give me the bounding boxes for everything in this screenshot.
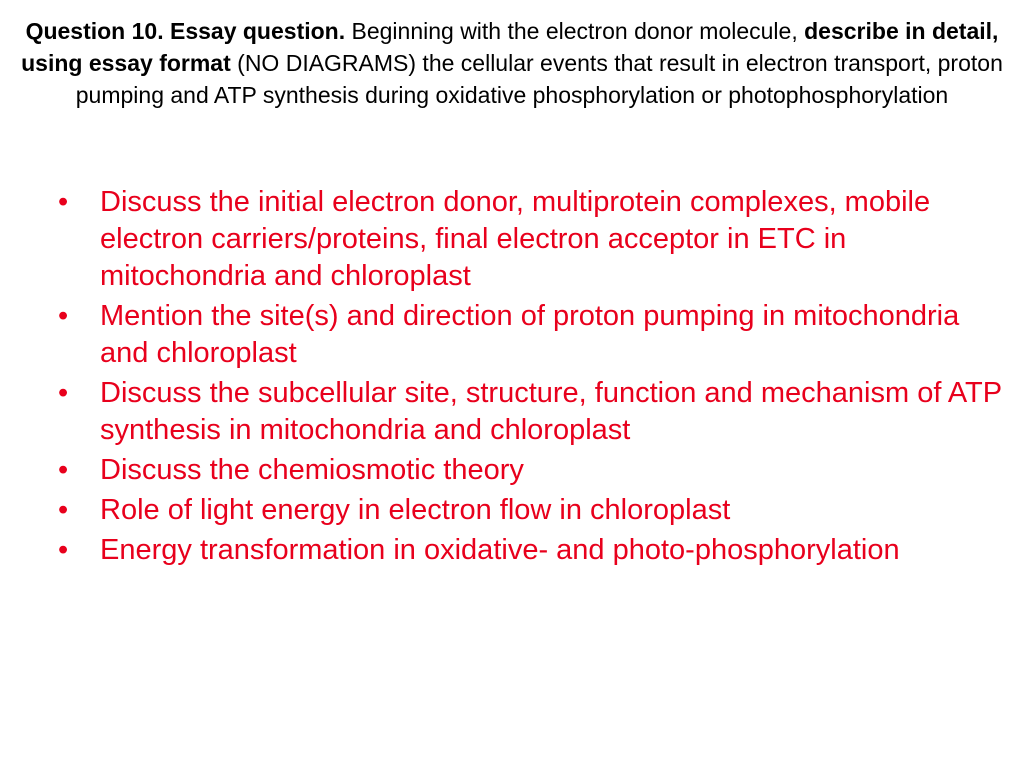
bullet-text: Discuss the subcellular site, structure, function and mechanism of ATP synthesis in mitochondria and chloroplast bbox=[100, 377, 1002, 446]
bullet-icon: • bbox=[58, 454, 69, 486]
bullet-item-3 bbox=[58, 375, 1008, 449]
bullet-item-6 bbox=[58, 532, 1008, 569]
bullet-text: Mention the site(s) and direction of proton pumping in mitochondria and chloroplast bbox=[100, 300, 960, 369]
bullet-text: Discuss the initial electron donor, multiprotein complexes, mobile electron carriers/proteins, final electron acceptor in ETC in mitochondria and chloroplast bbox=[100, 186, 931, 292]
question-instruction: describe in detail, using essay format bbox=[21, 18, 999, 76]
bullet-item-5 bbox=[58, 492, 1008, 529]
bullet-item-1 bbox=[58, 184, 1008, 295]
bullet-item-4 bbox=[58, 452, 1008, 489]
question-title bbox=[20, 15, 1004, 111]
question-text-2: (NO DIAGRAMS) the cellular events that result in electron transport, proton pumping and ATP synthesis during oxidative phosphorylation or photophosphorylation bbox=[75, 50, 1003, 108]
bullet-icon: • bbox=[58, 186, 69, 218]
bullet-item-2 bbox=[58, 298, 1008, 372]
question-text-1: Beginning with the electron donor molecule, bbox=[345, 18, 805, 44]
bullet-icon: • bbox=[58, 534, 69, 566]
bullet-icon: • bbox=[58, 494, 69, 526]
bullet-text: Role of light energy in electron flow in chloroplast bbox=[100, 494, 731, 526]
question-label: Question 10. Essay question. bbox=[25, 18, 346, 44]
bullet-text: Energy transformation in oxidative- and photo-phosphorylation bbox=[100, 534, 900, 566]
bullet-icon: • bbox=[58, 377, 69, 409]
bullet-icon: • bbox=[58, 300, 69, 332]
bullet-text: Discuss the chemiosmotic theory bbox=[100, 454, 524, 486]
bullet-list bbox=[58, 184, 1008, 572]
